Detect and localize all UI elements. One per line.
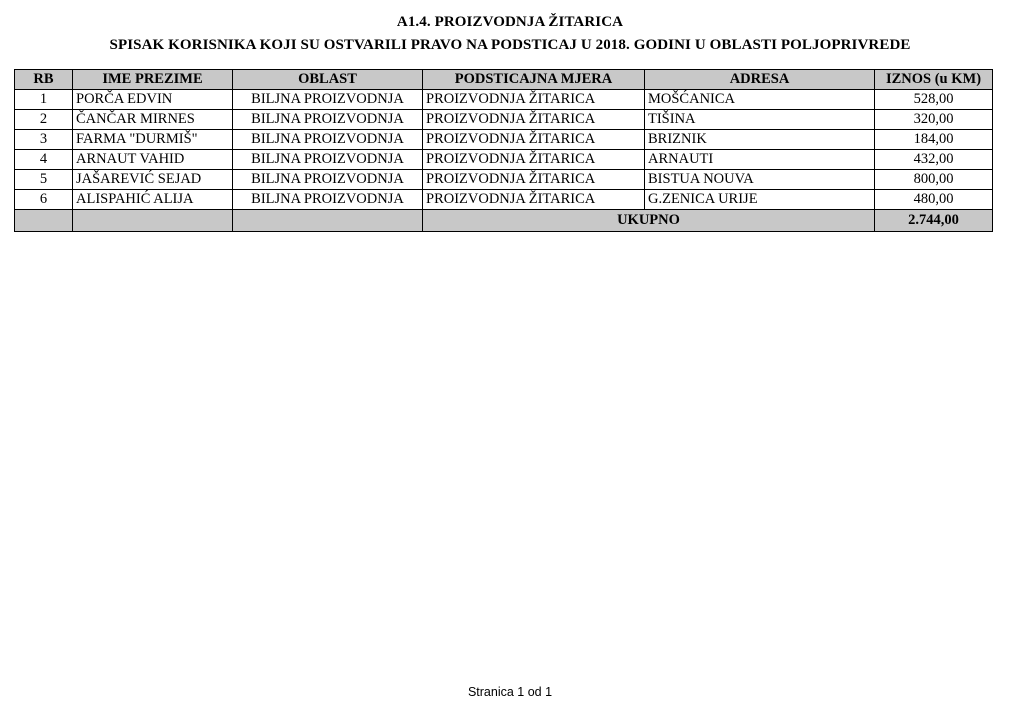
cell-name: ARNAUT VAHID [73,150,233,170]
cell-adresa: BISTUA NOUVA [645,170,875,190]
cell-mjera: PROIZVODNJA ŽITARICA [423,110,645,130]
cell-rb: 1 [15,90,73,110]
table-row [15,110,993,130]
table-row [15,130,993,150]
cell-rb: 3 [15,130,73,150]
table-row [15,150,993,170]
column-header-mjera: PODSTICAJNA MJERA [423,70,645,90]
table-container [14,69,1006,232]
column-header-rb: RB [15,70,73,90]
cell-oblast: BILJNA PROIZVODNJA [233,90,423,110]
table-row [15,170,993,190]
table-row [15,90,993,110]
table-row [15,190,993,210]
cell-name: JAŠAREVIĆ SEJAD [73,170,233,190]
cell-adresa: BRIZNIK [645,130,875,150]
cell-mjera: PROIZVODNJA ŽITARICA [423,190,645,210]
total-cell-empty [73,210,233,232]
column-header-adresa: ADRESA [645,70,875,90]
column-header-iznos: IZNOS (u KM) [875,70,993,90]
page-title: A1.4. PROIZVODNJA ŽITARICA [396,14,624,30]
cell-mjera: PROIZVODNJA ŽITARICA [423,170,645,190]
cell-iznos: 480,00 [875,190,993,210]
cell-iznos: 800,00 [875,170,993,190]
cell-rb: 2 [15,110,73,130]
cell-adresa: MOŠĆANICA [645,90,875,110]
cell-oblast: BILJNA PROIZVODNJA [233,190,423,210]
cell-iznos: 184,00 [875,130,993,150]
page-footer: Stranica 1 od 1 [467,685,553,699]
cell-rb: 4 [15,150,73,170]
cell-iznos: 320,00 [875,110,993,130]
cell-mjera: PROIZVODNJA ŽITARICA [423,150,645,170]
cell-rb: 5 [15,170,73,190]
cell-mjera: PROIZVODNJA ŽITARICA [423,130,645,150]
cell-name: ALISPAHIĆ ALIJA [73,190,233,210]
cell-oblast: BILJNA PROIZVODNJA [233,130,423,150]
cell-adresa: G.ZENICA URIJE [645,190,875,210]
total-label: UKUPNO [423,210,875,232]
cell-adresa: TIŠINA [645,110,875,130]
total-cell-empty [233,210,423,232]
cell-name: FARMA "DURMIŠ" [73,130,233,150]
cell-mjera: PROIZVODNJA ŽITARICA [423,90,645,110]
total-cell-empty [15,210,73,232]
cell-iznos: 432,00 [875,150,993,170]
cell-adresa: ARNAUTI [645,150,875,170]
page-subtitle: SPISAK KORISNIKA KOJI SU OSTVARILI PRAVO NA PODSTICAJ U 2018. GODINI U OBLASTI POLJOPRIVREDE [109,37,911,53]
beneficiaries-table [14,69,993,232]
cell-oblast: BILJNA PROIZVODNJA [233,170,423,190]
table-body [15,90,993,232]
cell-oblast: BILJNA PROIZVODNJA [233,150,423,170]
cell-rb: 6 [15,190,73,210]
cell-name: ČANČAR MIRNES [73,110,233,130]
table-header-row [15,70,993,90]
cell-oblast: BILJNA PROIZVODNJA [233,110,423,130]
table-header [15,70,993,90]
title-block [0,0,1020,55]
table-total-row [15,210,993,232]
column-header-name: IME PREZIME [73,70,233,90]
cell-name: PORČA EDVIN [73,90,233,110]
total-value: 2.744,00 [875,210,993,232]
cell-iznos: 528,00 [875,90,993,110]
column-header-oblast: OBLAST [233,70,423,90]
